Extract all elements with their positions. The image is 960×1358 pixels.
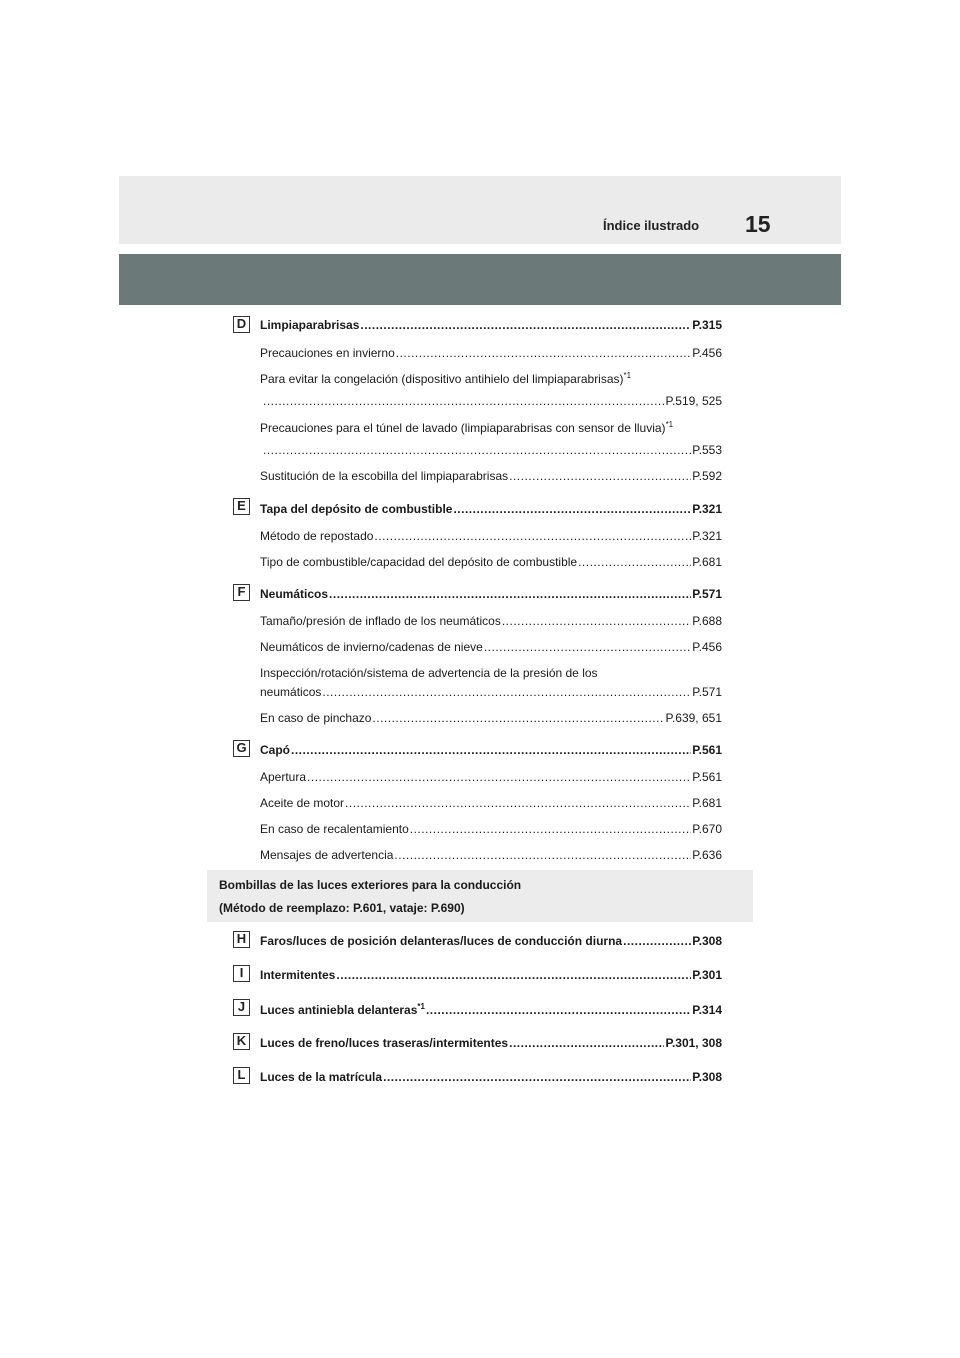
entry-label: Precauciones en invierno bbox=[260, 346, 395, 360]
index-entry-winter-precautions[interactable] bbox=[260, 346, 722, 364]
index-entry-tires[interactable] bbox=[260, 587, 722, 605]
index-entry-deicer[interactable] bbox=[262, 394, 722, 412]
entry-ref[interactable]: P.636 bbox=[692, 848, 722, 862]
index-entry-license-plate-lights[interactable] bbox=[260, 1070, 722, 1088]
entry-ref[interactable]: P.315 bbox=[692, 318, 722, 332]
badge-k: K bbox=[233, 1033, 250, 1050]
index-entry-turn-signals[interactable] bbox=[260, 968, 722, 986]
entry-ref[interactable]: P.314 bbox=[692, 1003, 722, 1017]
index-entry-car-wash[interactable] bbox=[262, 443, 722, 461]
entry-ref[interactable]: P.456 bbox=[692, 346, 722, 360]
entry-ref[interactable]: P.681 bbox=[692, 555, 722, 569]
entry-label: Tapa del depósito de combustible bbox=[260, 502, 453, 516]
index-entry-tire-pressure[interactable] bbox=[260, 614, 722, 632]
entry-label: En caso de recalentamiento bbox=[260, 822, 409, 836]
entry-label: Mensajes de advertencia bbox=[260, 848, 394, 862]
entry-label: Neumáticos bbox=[260, 587, 329, 601]
entry-ref[interactable]: P.681 bbox=[692, 796, 722, 810]
index-entry-tire-inspection[interactable] bbox=[260, 685, 722, 703]
entry-label: Aceite de motor bbox=[260, 796, 345, 810]
entry-ref[interactable]: P.301, 308 bbox=[665, 1036, 722, 1050]
badge-d: D bbox=[233, 316, 250, 333]
entry-ref[interactable]: P.639, 651 bbox=[665, 711, 722, 725]
entry-ref[interactable]: P.308 bbox=[692, 1070, 722, 1084]
entry-label: Método de repostado bbox=[260, 529, 374, 543]
entry-ref[interactable]: P.519, 525 bbox=[665, 394, 722, 408]
entry-ref[interactable]: P.456 bbox=[692, 640, 722, 654]
badge-g: G bbox=[233, 740, 250, 757]
entry-label: Luces de la matrícula bbox=[260, 1070, 383, 1084]
index-entry-overheating[interactable] bbox=[260, 822, 722, 840]
badge-f: F bbox=[233, 584, 250, 601]
badge-e: E bbox=[233, 498, 250, 515]
index-entry-warning-messages[interactable] bbox=[260, 848, 722, 866]
entry-ref[interactable]: P.688 bbox=[692, 614, 722, 628]
entry-label: Tamaño/presión de inflado de los neumáticos bbox=[260, 614, 501, 628]
entry-ref[interactable]: P.670 bbox=[692, 822, 722, 836]
entry-ref[interactable]: P.561 bbox=[692, 743, 722, 757]
entry-ref[interactable]: P.571 bbox=[692, 685, 722, 699]
badge-i: I bbox=[233, 965, 250, 982]
index-entry-wiper-blade[interactable] bbox=[260, 469, 722, 487]
index-entry-hood[interactable] bbox=[260, 743, 722, 761]
index-entry-fuel-type[interactable] bbox=[260, 555, 722, 573]
index-entry-brake-lights[interactable] bbox=[260, 1036, 722, 1054]
entry-label: En caso de pinchazo bbox=[260, 711, 372, 725]
bulbs-note-title: Bombillas de las luces exteriores para la conducción bbox=[219, 878, 522, 892]
entry-ref[interactable]: P.592 bbox=[692, 469, 722, 483]
entry-label: Apertura bbox=[260, 770, 307, 784]
index-entry-fuel-door[interactable] bbox=[260, 502, 722, 520]
entry-label-line1: Inspección/rotación/sistema de advertencia de la presión de los bbox=[260, 666, 598, 680]
index-entry-winter-tires[interactable] bbox=[260, 640, 722, 658]
index-entry-wipers[interactable] bbox=[260, 318, 722, 336]
entry-label: Neumáticos de invierno/cadenas de nieve bbox=[260, 640, 483, 654]
entry-label: Sustitución de la escobilla del limpiaparabrisas bbox=[260, 469, 509, 483]
entry-label: Luces antiniebla delanteras$^{*1}$ bbox=[260, 1002, 425, 1017]
entry-ref[interactable]: P.571 bbox=[692, 587, 722, 601]
entry-label-line1: Para evitar la congelación (dispositivo antihielo del limpiaparabrisas)$^{*1}$ bbox=[260, 371, 632, 386]
entry-ref[interactable]: P.301 bbox=[692, 968, 722, 982]
badge-l: L bbox=[233, 1067, 250, 1084]
entry-label: Faros/luces de posición delanteras/luces de conducción diurna bbox=[260, 934, 623, 948]
entry-ref[interactable]: P.561 bbox=[692, 770, 722, 784]
entry-label: Tipo de combustible/capacidad del depósito de combustible bbox=[260, 555, 578, 569]
page-number: 15 bbox=[745, 211, 771, 237]
entry-label: Intermitentes bbox=[260, 968, 336, 982]
entry-label: Limpiaparabrisas bbox=[260, 318, 360, 332]
index-entry-headlights[interactable] bbox=[260, 934, 722, 952]
index-entry-fog-lights[interactable] bbox=[260, 1002, 722, 1020]
entry-ref[interactable]: P.321 bbox=[692, 529, 722, 543]
index-entry-refueling[interactable] bbox=[260, 529, 722, 547]
entry-label: Luces de freno/luces traseras/intermitentes bbox=[260, 1036, 509, 1050]
index-entry-opening[interactable] bbox=[260, 770, 722, 788]
badge-j: J bbox=[233, 999, 250, 1016]
index-entry-engine-oil[interactable] bbox=[260, 796, 722, 814]
bulbs-note-refs: (Método de reemplazo: P.601, vataje: P.690) bbox=[219, 901, 465, 915]
index-entry-flat-tire[interactable] bbox=[260, 711, 722, 729]
entry-label-line1: Precauciones para el túnel de lavado (limpiaparabrisas con sensor de lluvia)$^{*1}$ bbox=[260, 420, 674, 435]
entry-ref[interactable]: P.321 bbox=[692, 502, 722, 516]
entry-ref[interactable]: P.553 bbox=[692, 443, 722, 457]
entry-label: Capó bbox=[260, 743, 290, 757]
badge-h: H bbox=[233, 931, 250, 948]
entry-ref[interactable]: P.308 bbox=[692, 934, 722, 948]
entry-label: neumáticos bbox=[260, 685, 322, 699]
section-title: Índice ilustrado bbox=[603, 218, 700, 233]
